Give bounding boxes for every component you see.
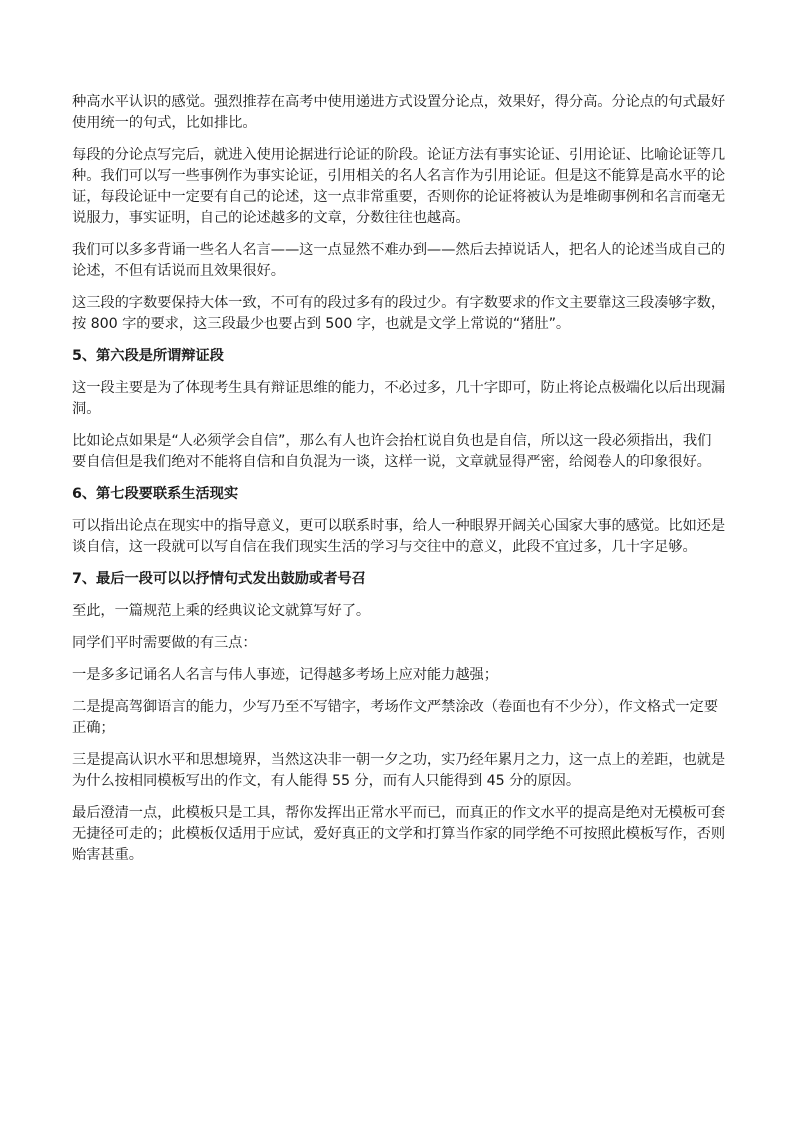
paragraph	[72, 665, 724, 686]
paragraph-line: 每段的分论点写完后，就进入使用论据进行论证的阶段。论证方法有事实论证、引用论证、比喻论证等几	[72, 147, 726, 163]
paragraph-line: 二是提高驾御语言的能力，少写乃至不写错字，考场作文严禁涂改（卷面也有不少分），作文格式一定要	[72, 699, 718, 715]
paragraph-line: 我们可以多多背诵一些名人名言——这一点显然不难办到——然后去掉说话人，把名人的论述当成自己的	[72, 242, 726, 258]
paragraph-line: 无捷径可走的；此模板仅适用于应试，爱好真正的文学和打算当作家的同学绝不可按照此模板写作，否则	[72, 826, 726, 842]
paragraph	[72, 750, 724, 792]
paragraph-line: 说服力，事实证明，自己的论述越多的文章，分数往往也越高。	[72, 210, 470, 226]
paragraph-line: 贻害甚重。	[72, 847, 143, 863]
paragraph	[72, 633, 724, 654]
section-heading	[72, 569, 724, 590]
section-heading-text: 5、第六段是所谓辩证段	[72, 348, 224, 364]
paragraph	[72, 697, 724, 739]
paragraph	[72, 516, 724, 558]
paragraph-line: 论述，不但有话说而且效果很好。	[72, 263, 285, 279]
paragraph	[72, 803, 724, 866]
paragraph-line: 一是多多记诵名人名言与伟人事迹，记得越多考场上应对能力越强；	[72, 667, 498, 683]
paragraph-line: 要自信但是我们绝对不能将自信和自负混为一谈，这样一说，文章就显得严密，给阅卷人的印象很好。	[72, 454, 711, 470]
paragraph-line: 洞。	[72, 401, 101, 417]
section-heading-text: 7、最后一段可以以抒情句式发出鼓励或者号召	[72, 571, 366, 587]
paragraph-line: 为什么按相同模板写出的作文，有人能得 55 分，而有人只能得到 45 分的原因。	[72, 773, 581, 789]
paragraph-line: 这三段的字数要保持大体一致，不可有的段过多有的段过少。有字数要求的作文主要靠这三段凑够字数，	[72, 295, 726, 311]
paragraph-line: 谈自信，这一段就可以写自信在我们现实生活的学习与交往中的意义，此段不宜过多，几十字足够。	[72, 539, 697, 555]
paragraph-line: 种。我们可以写一些事例作为事实论证，引用相关的名人名言作为引用论证。但是这不能算是高水平的论	[72, 168, 726, 184]
paragraph-line: 三是提高认识水平和思想境界，当然这决非一朝一夕之功，实乃经年累月之力，这一点上的差距，也就是	[72, 752, 726, 768]
paragraph-line: 至此，一篇规范上乘的经典议论文就算写好了。	[72, 603, 371, 619]
paragraph	[72, 601, 724, 622]
paragraph	[72, 431, 724, 473]
section-heading	[72, 346, 724, 367]
paragraph-line: 最后澄清一点，此模板只是工具，帮你发挥出正常水平而已，而真正的作文水平的提高是绝对无模板可套	[72, 805, 726, 821]
paragraph	[72, 378, 724, 420]
paragraph	[72, 293, 724, 335]
paragraph	[72, 92, 724, 134]
paragraph-line: 证，每段论证中一定要有自己的论述，这一点非常重要，否则你的论证将被认为是堆砌事例和名言而毫无	[72, 189, 726, 205]
paragraph-line: 这一段主要是为了体现考生具有辩证思维的能力，不必过多，几十字即可，防止将论点极端化以后出现漏	[72, 380, 726, 396]
paragraph-line: 比如论点如果是“人必须学会自信”，那么有人也许会抬杠说自负也是自信，所以这一段必须指出，我们	[72, 433, 712, 449]
paragraph	[72, 145, 724, 229]
paragraph-line: 正确；	[72, 720, 115, 736]
paragraph	[72, 240, 724, 282]
section-heading	[72, 484, 724, 505]
section-heading-text: 6、第七段要联系生活现实	[72, 486, 239, 502]
paragraph-line: 使用统一的句式，比如排比。	[72, 115, 257, 131]
paragraph-line: 可以指出论点在现实中的指导意义，更可以联系时事，给人一种眼界开阔关心国家大事的感觉。比如还是	[72, 518, 726, 534]
paragraph-line: 同学们平时需要做的有三点：	[72, 635, 257, 651]
paragraph-line: 种高水平认识的感觉。强烈推荐在高考中使用递进方式设置分论点，效果好，得分高。分论点的句式最好	[72, 94, 726, 110]
document-body	[72, 92, 724, 866]
paragraph-line: 按 800 字的要求，这三段最少也要占到 500 字，也就是文学上常说的“猪肚”。	[72, 316, 571, 332]
